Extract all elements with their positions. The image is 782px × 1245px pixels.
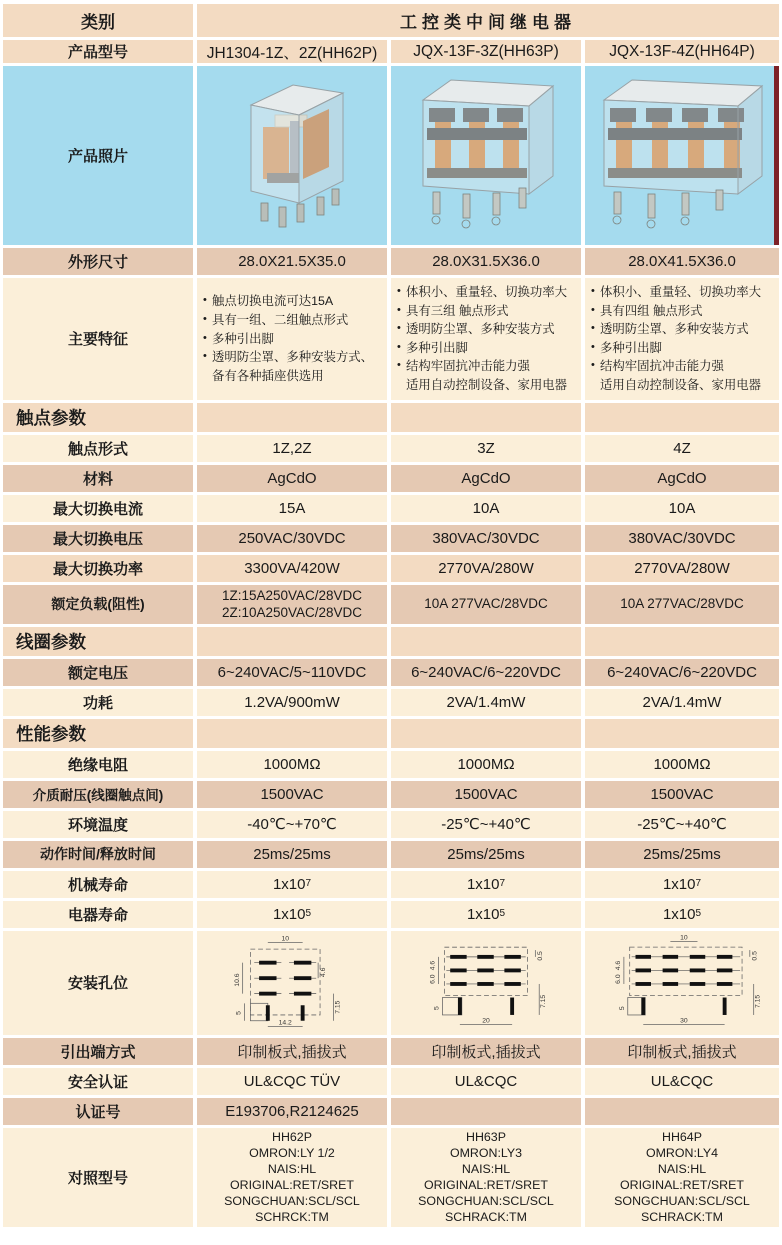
features-col2 — [391, 278, 581, 400]
section-title: 性能参数 — [16, 723, 86, 744]
contact-form-value-2: 3Z — [391, 435, 581, 462]
certification-label: 安全认证 — [67, 1073, 128, 1091]
dim-label: 30 — [680, 1017, 688, 1025]
xref-line: SCHRCK:TM — [255, 1210, 329, 1225]
electrical-life-label: 电器寿命 — [67, 906, 128, 924]
xref-line: NAIS:HL — [657, 1162, 707, 1177]
dim-label: 6.0 — [615, 974, 622, 984]
section-title: 触点参数 — [16, 407, 86, 428]
feature-item: • 透明防尘罩、多种安装方式、备有各种插座供选用 — [203, 348, 385, 385]
ambient-temperature-value-1: -40℃~+70℃ — [197, 811, 387, 838]
life-base: 1x10 — [466, 875, 500, 893]
material-value-1: AgCdO — [197, 465, 387, 492]
operate-release-time-value-2: 25ms/25ms — [391, 841, 581, 868]
size-value-2: 28.0X31.5X36.0 — [391, 248, 581, 275]
contact-form-value-1: 1Z,2Z — [197, 435, 387, 462]
xref-line: OMRON:LY 1/2 — [249, 1145, 335, 1160]
dielectric-strength-value-3: 1500VAC — [585, 781, 779, 808]
dielectric-strength-row — [3, 781, 779, 808]
life-base: 1x10 — [466, 905, 500, 923]
terminal-value-2: 印制板式,插拔式 — [391, 1038, 581, 1065]
photo-label-cell — [3, 66, 193, 245]
dielectric-strength-value-2: 1500VAC — [391, 781, 581, 808]
rated-voltage-label-cell — [3, 659, 193, 686]
max-current-value-2: 10A — [391, 495, 581, 522]
xref-line: ORIGINAL:RET/SRET — [620, 1178, 744, 1193]
max-power-value-2: 2770VA/280W — [391, 555, 581, 582]
feature-item: • 具有一组、二组触点形式 — [203, 311, 385, 330]
cross-reference-col1 — [197, 1128, 387, 1227]
size-value-1: 28.0X21.5X35.0 — [197, 248, 387, 275]
mechanical-life-value-1: 1x10 7 — [197, 871, 387, 898]
electrical-life-label-cell — [3, 901, 193, 928]
mechanical-life-label-cell — [3, 871, 193, 898]
dim-label: 7.15 — [754, 994, 762, 1008]
dim-label: 5 — [618, 1005, 626, 1010]
power-consumption-label-cell — [3, 689, 193, 716]
rated-voltage-label: 额定电压 — [67, 664, 128, 682]
insulation-resistance-value-1: 1000MΩ — [197, 751, 387, 778]
certification-value-2: UL&CQC — [391, 1068, 581, 1095]
section-title-cell — [3, 627, 193, 656]
mechanical-life-row — [3, 871, 779, 898]
section-filler — [391, 719, 581, 748]
category-label: 类别 — [81, 13, 115, 32]
max-power-row — [3, 555, 779, 582]
power-consumption-label: 功耗 — [82, 694, 113, 712]
dielectric-strength-label-cell — [3, 781, 193, 808]
section-filler — [585, 719, 779, 748]
dim-label: 20 — [482, 1017, 490, 1025]
mounting-label: 安装孔位 — [67, 975, 128, 993]
max-voltage-value-2: 380VAC/30VDC — [391, 525, 581, 552]
feature-item: • 具有四组 触点形式 — [591, 302, 777, 321]
certification-value-3: UL&CQC — [585, 1068, 779, 1095]
dielectric-strength-label: 介质耐压(线圈触点间) — [32, 788, 164, 804]
xref-line: SONGCHUAN:SCL/SCL — [614, 1194, 750, 1209]
insulation-resistance-value-3: 1000MΩ — [585, 751, 779, 778]
section-filler — [585, 403, 779, 432]
max-current-label-cell — [3, 495, 193, 522]
material-label: 材料 — [82, 470, 113, 488]
dielectric-strength-value-1: 1500VAC — [197, 781, 387, 808]
photo-label: 产品照片 — [67, 148, 128, 165]
rated-load-value-1 — [197, 585, 387, 624]
feature-item: • 透明防尘罩、多种安装方式 — [591, 320, 777, 339]
rated-load-row — [3, 585, 779, 624]
feature-item: • 结构牢固抗冲击能力强 — [591, 357, 777, 376]
certificate-no-value-3 — [585, 1098, 779, 1125]
max-current-row — [3, 495, 779, 522]
section-filler — [391, 627, 581, 656]
xref-line: SONGCHUAN:SCL/SCL — [224, 1194, 360, 1209]
feature-item: • 多种引出脚 — [591, 339, 777, 358]
rated-load-value-3: 10A 277VAC/28VDC — [585, 585, 779, 624]
feature-item: • 结构牢固抗冲击能力强 — [397, 357, 579, 376]
certificate-no-value-2 — [391, 1098, 581, 1125]
features-col3 — [585, 278, 779, 400]
mounting-row — [3, 931, 779, 1035]
mounting-hole-diagram — [589, 933, 775, 1033]
xref-line: SCHRACK:TM — [445, 1210, 527, 1225]
max-power-label: 最大切换功率 — [52, 560, 143, 578]
ambient-temperature-row — [3, 811, 779, 838]
xref-line: SCHRACK:TM — [641, 1210, 723, 1225]
ambient-temperature-value-3: -25℃~+40℃ — [585, 811, 779, 838]
max-power-value-3: 2770VA/280W — [585, 555, 779, 582]
section-title-cell — [3, 719, 193, 748]
dim-label: 5 — [433, 1005, 441, 1010]
product-photo-3 — [585, 66, 779, 245]
xref-line: ORIGINAL:RET/SRET — [230, 1178, 354, 1193]
cross-reference-row — [3, 1128, 779, 1227]
insulation-resistance-row — [3, 751, 779, 778]
rated-load-value-2: 10A 277VAC/28VDC — [391, 585, 581, 624]
mechanical-life-label: 机械寿命 — [67, 876, 128, 894]
mounting-hole-diagram — [202, 933, 382, 1033]
feature-item: • 体积小、重量轻、切换功率大 — [591, 283, 777, 302]
section-title: 线圈参数 — [16, 631, 86, 652]
features-col1 — [197, 278, 387, 400]
insulation-resistance-label-cell — [3, 751, 193, 778]
dim-label: 10 — [680, 934, 688, 942]
xref-line: HH63P — [466, 1129, 506, 1144]
max-power-label-cell — [3, 555, 193, 582]
operate-release-time-value-3: 25ms/25ms — [585, 841, 779, 868]
certificate-no-label-cell — [3, 1098, 193, 1125]
mounting-label-cell — [3, 931, 193, 1035]
contact-form-value-3: 4Z — [585, 435, 779, 462]
section-contact-params — [3, 403, 779, 432]
dim-label: 6.0 — [429, 974, 437, 984]
life-base: 1x10 — [662, 875, 696, 893]
xref-line: ORIGINAL:RET/SRET — [424, 1178, 548, 1193]
section-filler — [197, 627, 387, 656]
dim-label: 7.15 — [334, 1000, 342, 1014]
model-value-1: JH1304-1Z、2Z(HH62P) — [197, 40, 387, 63]
category-value-cell — [197, 4, 779, 37]
section-filler — [391, 403, 581, 432]
xref-line: SONGCHUAN:SCL/SCL — [418, 1194, 554, 1209]
xref-line: OMRON:LY4 — [645, 1145, 719, 1160]
xref-line: NAIS:HL — [267, 1162, 317, 1177]
certification-label-cell — [3, 1068, 193, 1095]
ambient-temperature-value-2: -25℃~+40℃ — [391, 811, 581, 838]
mounting-hole-diagram — [396, 933, 576, 1033]
contact-form-row — [3, 435, 779, 462]
section-filler — [197, 719, 387, 748]
features-label: 主要特征 — [67, 331, 128, 349]
dim-label: 10.6 — [233, 973, 241, 987]
max-voltage-value-1: 250VAC/30VDC — [197, 525, 387, 552]
rated-voltage-value-2: 6~240VAC/6~220VDC — [391, 659, 581, 686]
rated-voltage-row — [3, 659, 779, 686]
max-voltage-label-cell — [3, 525, 193, 552]
model-value-2: JQX-13F-3Z(HH63P) — [391, 40, 581, 63]
max-voltage-value-3: 380VAC/30VDC — [585, 525, 779, 552]
dim-label: 14.2 — [278, 1019, 292, 1027]
xref-line: OMRON:LY3 — [449, 1145, 523, 1160]
mounting-diagram-2 — [391, 931, 581, 1035]
max-voltage-row — [3, 525, 779, 552]
dim-label: 5 — [235, 1010, 243, 1015]
xref-line: NAIS:HL — [461, 1162, 511, 1177]
material-label-cell — [3, 465, 193, 492]
power-consumption-value-3: 2VA/1.4mW — [585, 689, 779, 716]
ambient-temperature-label: 环境温度 — [67, 816, 128, 834]
features-row — [3, 278, 779, 400]
size-label-cell — [3, 248, 193, 275]
electrical-life-value-2: 1x10 5 — [391, 901, 581, 928]
cross-reference-col2 — [391, 1128, 581, 1227]
operate-release-time-label: 动作时间/释放时间 — [40, 846, 156, 863]
photo-edge-stripe — [774, 66, 779, 245]
xref-line: HH64P — [662, 1129, 702, 1144]
model-value-3: JQX-13F-4Z(HH64P) — [585, 40, 779, 63]
size-row — [3, 248, 779, 275]
insulation-resistance-value-2: 1000MΩ — [391, 751, 581, 778]
contact-form-label: 触点形式 — [67, 440, 128, 458]
certificate-no-row — [3, 1098, 779, 1125]
operate-release-time-row — [3, 841, 779, 868]
size-value-3: 28.0X41.5X36.0 — [585, 248, 779, 275]
terminal-value-1: 印制板式,插拔式 — [197, 1038, 387, 1065]
section-filler — [585, 627, 779, 656]
dim-label: 0.5 — [537, 950, 545, 961]
dim-label: 7.15 — [540, 994, 548, 1008]
max-current-label: 最大切换电流 — [52, 500, 143, 518]
max-current-value-3: 10A — [585, 495, 779, 522]
category-label-cell — [3, 4, 193, 37]
feature-item: • 具有三组 触点形式 — [397, 302, 579, 321]
photo-row — [3, 66, 779, 245]
dim-label: 4.6 — [429, 960, 437, 970]
rated-load-line1: 1Z:15A250VAC/28VDC — [221, 587, 363, 603]
terminal-label-cell — [3, 1038, 193, 1065]
cross-reference-label-cell — [3, 1128, 193, 1227]
certificate-no-value-1: E193706,R2124625 — [197, 1098, 387, 1125]
mounting-diagram-3 — [585, 931, 779, 1035]
rated-voltage-value-1: 6~240VAC/5~110VDC — [197, 659, 387, 686]
section-title-cell — [3, 403, 193, 432]
mechanical-life-value-2: 1x10 7 — [391, 871, 581, 898]
category-value: 工控类中间继电器 — [400, 13, 576, 32]
rated-load-label: 额定负载(阻性) — [51, 596, 145, 613]
section-coil-params — [3, 627, 779, 656]
certificate-no-label: 认证号 — [75, 1103, 121, 1121]
category-row — [3, 4, 779, 37]
feature-item: • 体积小、重量轻、切换功率大 — [397, 283, 579, 302]
power-consumption-value-2: 2VA/1.4mW — [391, 689, 581, 716]
feature-item: • 多种引出脚 — [203, 330, 385, 349]
dim-label: 0.5 — [751, 950, 759, 961]
life-base: 1x10 — [272, 875, 306, 893]
product-photo-1 — [197, 66, 387, 245]
contact-form-label-cell — [3, 435, 193, 462]
operate-release-time-label-cell — [3, 841, 193, 868]
electrical-life-value-1: 1x10 5 — [197, 901, 387, 928]
relay-photo-illustration-3 — [594, 72, 770, 240]
dim-label: 10 — [281, 935, 289, 943]
rated-voltage-value-3: 6~240VAC/6~220VDC — [585, 659, 779, 686]
feature-item: • 多种引出脚 — [397, 339, 579, 358]
relay-photo-illustration-2 — [411, 72, 561, 240]
electrical-life-value-3: 1x10 5 — [585, 901, 779, 928]
max-power-value-1: 3300VA/420W — [197, 555, 387, 582]
feature-note: 适用自动控制设备、家用电器 — [600, 378, 762, 393]
feature-note: 适用自动控制设备、家用电器 — [406, 378, 568, 393]
material-value-2: AgCdO — [391, 465, 581, 492]
insulation-resistance-label: 绝缘电阻 — [67, 756, 128, 774]
product-photo-2 — [391, 66, 581, 245]
model-label-cell — [3, 40, 193, 63]
ambient-temperature-label-cell — [3, 811, 193, 838]
feature-item: • 触点切换电流可达15A — [203, 292, 385, 311]
terminal-row — [3, 1038, 779, 1065]
certification-value-1: UL&CQC TÜV — [197, 1068, 387, 1095]
electrical-life-row — [3, 901, 779, 928]
power-consumption-value-1: 1.2VA/900mW — [197, 689, 387, 716]
cross-reference-label: 对照型号 — [67, 1169, 128, 1187]
rated-load-line2: 2Z:10A250VAC/28VDC — [221, 605, 363, 621]
size-label: 外形尺寸 — [67, 254, 128, 271]
life-base: 1x10 — [662, 905, 696, 923]
operate-release-time-value-1: 25ms/25ms — [197, 841, 387, 868]
dim-label: 4.6 — [319, 967, 327, 977]
model-label: 产品型号 — [67, 44, 128, 61]
rated-load-label-cell — [3, 585, 193, 624]
cross-reference-col3 — [585, 1128, 779, 1227]
terminal-value-3: 印制板式,插拔式 — [585, 1038, 779, 1065]
life-base: 1x10 — [272, 905, 306, 923]
section-performance-params — [3, 719, 779, 748]
dim-label: 4.6 — [615, 960, 622, 970]
section-filler — [197, 403, 387, 432]
material-row — [3, 465, 779, 492]
xref-line: HH62P — [272, 1129, 312, 1144]
material-value-3: AgCdO — [585, 465, 779, 492]
terminal-label: 引出端方式 — [60, 1043, 136, 1061]
model-row — [3, 40, 779, 63]
relay-photo-illustration-1 — [231, 75, 353, 237]
features-label-cell — [3, 278, 193, 400]
mounting-diagram-1 — [197, 931, 387, 1035]
max-current-value-1: 15A — [197, 495, 387, 522]
certification-row — [3, 1068, 779, 1095]
mechanical-life-value-3: 1x10 7 — [585, 871, 779, 898]
power-consumption-row — [3, 689, 779, 716]
max-voltage-label: 最大切换电压 — [52, 530, 143, 548]
feature-item: • 透明防尘罩、多种安装方式 — [397, 320, 579, 339]
